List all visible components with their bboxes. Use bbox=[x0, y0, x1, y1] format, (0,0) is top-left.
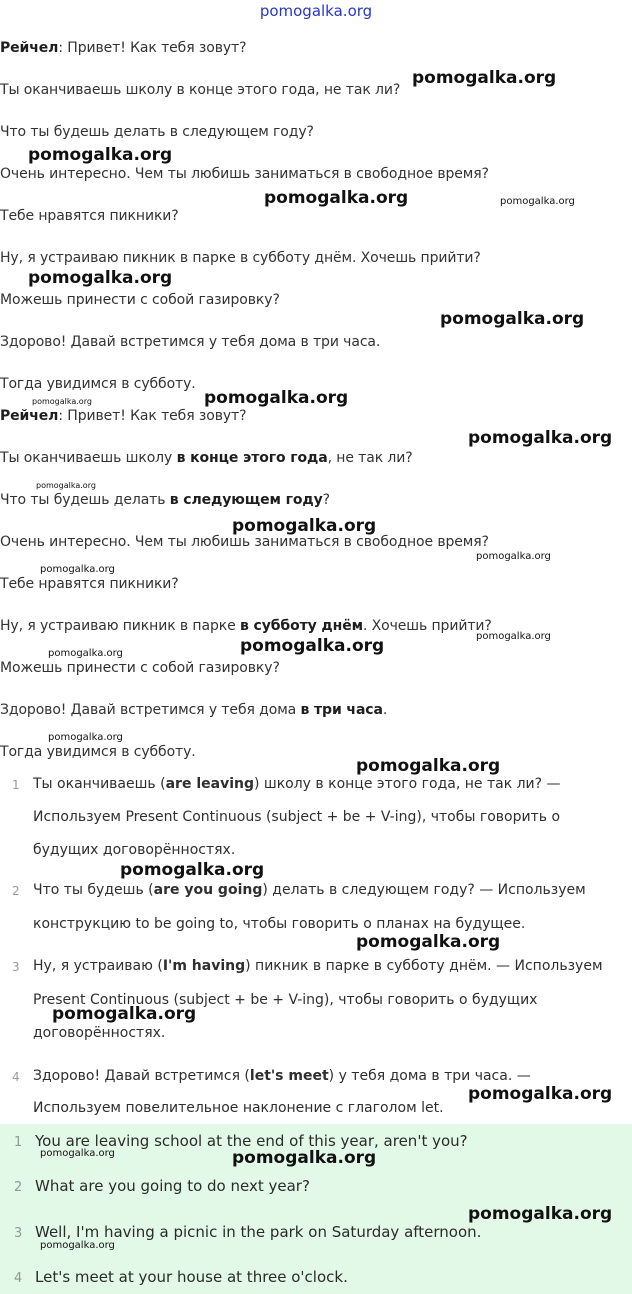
watermark: pomogalka.org bbox=[40, 564, 115, 575]
answer-number: 4 bbox=[14, 1271, 23, 1286]
dialog-line: Тогда увидимся в субботу. bbox=[0, 744, 196, 760]
watermark: pomogalka.org bbox=[476, 551, 551, 562]
highlight: в следующем году bbox=[169, 492, 323, 508]
explanation-line bbox=[33, 776, 561, 792]
watermark: pomogalka.org bbox=[28, 268, 173, 288]
highlight: are you going bbox=[153, 882, 263, 898]
highlight: are leaving bbox=[165, 776, 254, 792]
speaker-name: Рейчел bbox=[0, 408, 59, 424]
dialog-line: Рейчел: Привет! Как тебя зовут? bbox=[0, 40, 247, 56]
dialog-line: Очень интересно. Чем ты любишь заниматься в свободное время? bbox=[0, 166, 489, 182]
explanation-line: Используем повелительное наклонение с глаголом let. bbox=[33, 1100, 444, 1116]
dialog-line bbox=[0, 702, 387, 718]
dialog-line: Здорово! Давай встретимся у тебя дома в три часа. bbox=[0, 334, 381, 350]
watermark: pomogalka.org bbox=[48, 732, 123, 743]
watermark: pomogalka.org bbox=[232, 516, 377, 536]
line-pre: Что ты будешь ( bbox=[33, 882, 154, 898]
answer-text: What are you going to do next year? bbox=[35, 1177, 310, 1195]
line-pre: Ты оканчиваешь школу bbox=[0, 450, 177, 466]
watermark: pomogalka.org bbox=[120, 860, 265, 880]
line-pre: Ты оканчиваешь ( bbox=[33, 776, 166, 792]
watermark: pomogalka.org bbox=[468, 428, 613, 448]
highlight: в субботу днём bbox=[239, 618, 363, 634]
line-post: . Хочешь прийти? bbox=[362, 618, 492, 634]
watermark: pomogalka.org bbox=[240, 636, 385, 656]
speaker-name: Рейчел bbox=[0, 40, 59, 56]
line-post: ) делать в следующем году? — Используем bbox=[262, 882, 586, 898]
line-pre: Ну, я устраиваю ( bbox=[33, 958, 163, 974]
watermark: pomogalka.org bbox=[36, 481, 96, 490]
watermark: pomogalka.org bbox=[476, 631, 551, 642]
explanation-line: будущих договорённостях. bbox=[33, 842, 236, 858]
watermark: pomogalka.org bbox=[356, 932, 501, 952]
watermark: pomogalka.org bbox=[204, 388, 349, 408]
line-text: Привет! Как тебя зовут? bbox=[67, 408, 247, 424]
watermark: pomogalka.org bbox=[412, 68, 557, 88]
dialog-line bbox=[0, 618, 492, 634]
highlight: в конце этого года bbox=[176, 450, 328, 466]
answer-text: Well, I'm having a picnic in the park on Saturday afternoon. bbox=[35, 1223, 482, 1241]
watermark: pomogalka.org bbox=[356, 756, 501, 776]
watermark: pomogalka.org bbox=[500, 196, 575, 207]
list-number: 4 bbox=[12, 1070, 20, 1084]
explanation-line bbox=[33, 1068, 531, 1084]
watermark: pomogalka.org bbox=[40, 1240, 115, 1251]
line-post: ) школу в конце этого года, не так ли? — bbox=[253, 776, 561, 792]
explanation-line: Present Continuous (subject + be + V-ing), чтобы говорить о будущих bbox=[33, 992, 538, 1008]
watermark: pomogalka.org bbox=[40, 1148, 115, 1159]
answer-text: Let's meet at your house at three o'clock. bbox=[35, 1268, 348, 1286]
watermark: pomogalka.org bbox=[264, 188, 409, 208]
watermark: pomogalka.org bbox=[232, 1148, 377, 1168]
dialog-line: Ты оканчиваешь школу в конце этого года, не так ли? bbox=[0, 82, 401, 98]
explanation-line: конструкцию to be going to, чтобы говорить о планах на будущее. bbox=[33, 916, 526, 932]
dialog-line: Можешь принести с собой газировку? bbox=[0, 292, 280, 308]
explanation-line: Используем Present Continuous (subject + be + V-ing), чтобы говорить о bbox=[33, 809, 561, 825]
watermark: pomogalka.org bbox=[52, 1004, 197, 1024]
list-number: 1 bbox=[12, 778, 20, 792]
line-pre: Ну, я устраиваю пикник в парке bbox=[0, 618, 240, 634]
dialog-line: Очень интересно. Чем ты любишь заниматься в свободное время? bbox=[0, 534, 489, 550]
watermark: pomogalka.org bbox=[468, 1204, 613, 1224]
explanation-line bbox=[33, 882, 586, 898]
answer-number: 3 bbox=[14, 1226, 23, 1241]
list-number: 3 bbox=[12, 960, 20, 974]
line-pre: Здорово! Давай встретимся ( bbox=[33, 1068, 250, 1084]
answer-number: 2 bbox=[14, 1180, 23, 1195]
line-pre: Здорово! Давай встретимся у тебя дома bbox=[0, 702, 301, 718]
dialog-line: Ну, я устраиваю пикник в парке в субботу днём. Хочешь прийти? bbox=[0, 250, 481, 266]
site-link[interactable]: pomogalka.org bbox=[259, 2, 373, 20]
watermark: pomogalka.org bbox=[440, 309, 585, 329]
highlight: I'm having bbox=[162, 958, 246, 974]
explanation-line bbox=[33, 958, 603, 974]
watermark: pomogalka.org bbox=[28, 145, 173, 165]
line-pre: Что ты будешь делать bbox=[0, 492, 170, 508]
explanation-line: договорённостях. bbox=[33, 1025, 166, 1041]
highlight: в три часа bbox=[300, 702, 383, 718]
line-post: ) у тебя дома в три часа. — bbox=[328, 1068, 531, 1084]
line-post: ? bbox=[322, 492, 330, 508]
dialog-line bbox=[0, 450, 413, 466]
watermark: pomogalka.org bbox=[48, 648, 123, 659]
line-post: . bbox=[382, 702, 388, 718]
answer-number: 1 bbox=[14, 1135, 23, 1150]
dialog-line: Тебе нравятся пикники? bbox=[0, 576, 179, 592]
watermark: pomogalka.org bbox=[32, 397, 92, 406]
line-text: Привет! Как тебя зовут? bbox=[67, 40, 247, 56]
dialog-line: Можешь принести с собой газировку? bbox=[0, 660, 280, 676]
dialog-line: Рейчел: Привет! Как тебя зовут? bbox=[0, 408, 247, 424]
highlight: let's meet bbox=[249, 1068, 329, 1084]
dialog-line: Тогда увидимся в субботу. bbox=[0, 376, 196, 392]
answer-text: You are leaving school at the end of this year, aren't you? bbox=[35, 1132, 468, 1150]
line-post: ) пикник в парке в субботу днём. — Используем bbox=[245, 958, 603, 974]
dialog-line bbox=[0, 492, 330, 508]
dialog-line: Что ты будешь делать в следующем году? bbox=[0, 124, 314, 140]
list-number: 2 bbox=[12, 884, 20, 898]
watermark: pomogalka.org bbox=[468, 1084, 613, 1104]
dialog-line: Тебе нравятся пикники? bbox=[0, 208, 179, 224]
line-post: , не так ли? bbox=[327, 450, 413, 466]
